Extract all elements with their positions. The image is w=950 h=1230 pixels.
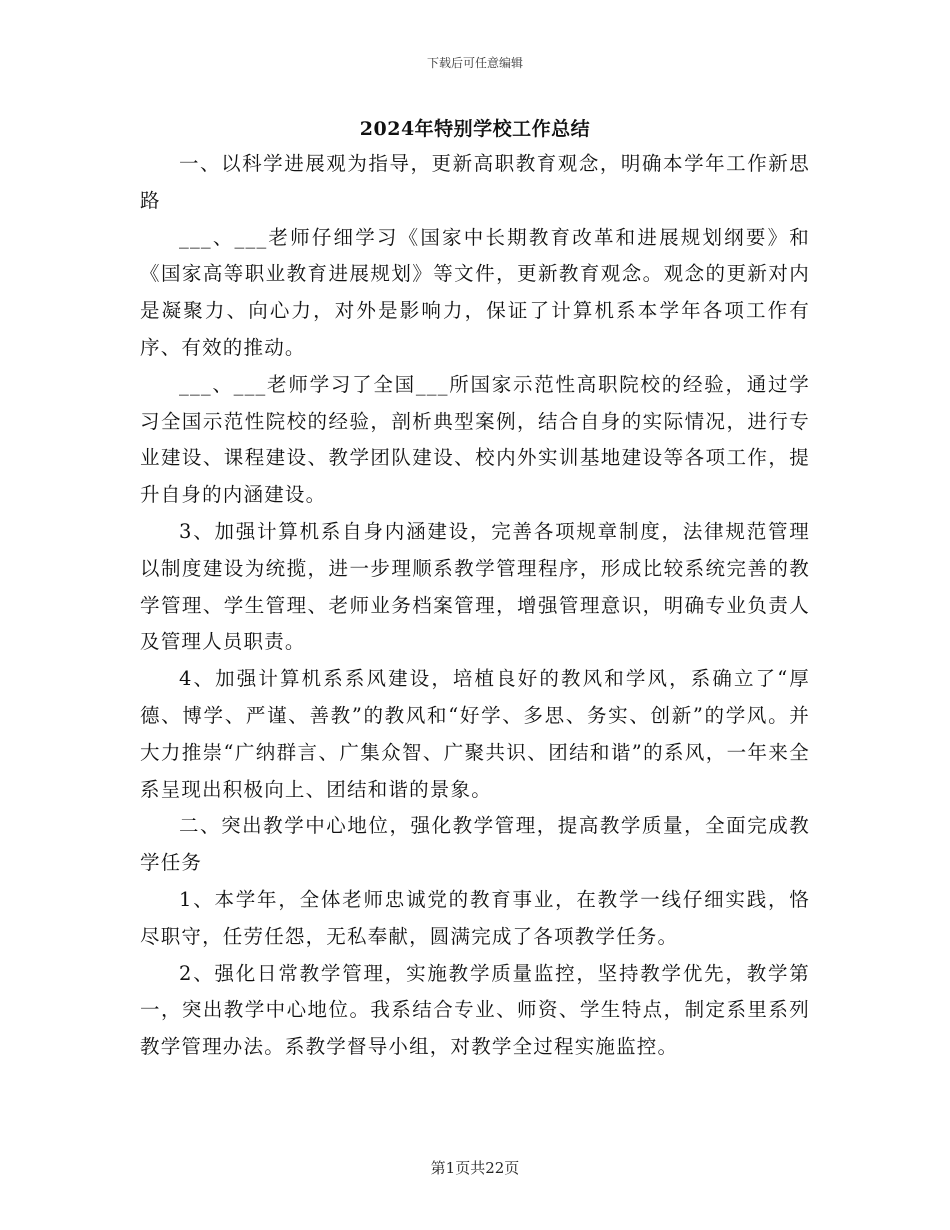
document-title: 2024年特别学校工作总结	[359, 118, 591, 140]
paragraph-section-1-heading: 一、以科学进展观为指导，更新高职教育观念，明确本学年工作新思路	[140, 152, 810, 212]
paragraph-item-3: 3、加强计算机系自身内涵建设，完善各项规章制度，法律规范管理以制度建设为统揽，进一步理顺系教学管理程序，形成比较系统完善的教学管理、学生管理、老师业务档案管理，增强管理意识，明确专业负责人及管理人员职责。	[140, 519, 810, 654]
paragraph-study-model-schools: ___、___老师学习了全国___所国家示范性高职院校的经验，通过学习全国示范性院校的经验，剖析典型案例，结合自身的实际情况，进行专业建设、课程建设、教学团队建设、校内外实训基地建设等各项工作，提升自身的内涵建设。	[140, 372, 810, 507]
paragraph-section-2-item-2: 2、强化日常教学管理，实施教学质量监控，坚持教学优先，教学第一，突出教学中心地位。我系结合专业、师资、学生特点，制定系里系列教学管理办法。系教学督导小组，对教学全过程实施监控。	[140, 961, 810, 1059]
paragraph-item-4: 4、加强计算机系系风建设，培植良好的教风和学风，系确立了“厚德、博学、严谨、善教”的教风和“好学、多思、务实、创新”的学风。并大力推崇“广纳群言、广集众智、广聚共识、团结和谐”的系风，一年来全系呈现出积极向上、团结和谐的景象。	[140, 667, 810, 801]
document-body	[140, 146, 810, 1066]
paragraph-study-documents: ___、___老师仔细学习《国家中长期教育改革和进展规划纲要》和《国家高等职业教育进展规划》等文件，更新教育观念。观念的更新对内是凝聚力、向心力，对外是影响力，保证了计算机系本学年各项工作有序、有效的推动。	[140, 225, 810, 359]
page-number: 第1页共22页	[430, 1159, 520, 1177]
paragraph-section-2-item-1: 1、本学年，全体老师忠诚党的教育事业，在教学一线仔细实践，恪尽职守，任劳任怨，无私奉献，圆满完成了各项教学任务。	[140, 887, 810, 948]
paragraph-section-2-heading: 二、突出教学中心地位，强化教学管理，提高教学质量，全面完成教学任务	[140, 814, 810, 875]
header-note: 下载后可任意编辑	[426, 56, 523, 70]
